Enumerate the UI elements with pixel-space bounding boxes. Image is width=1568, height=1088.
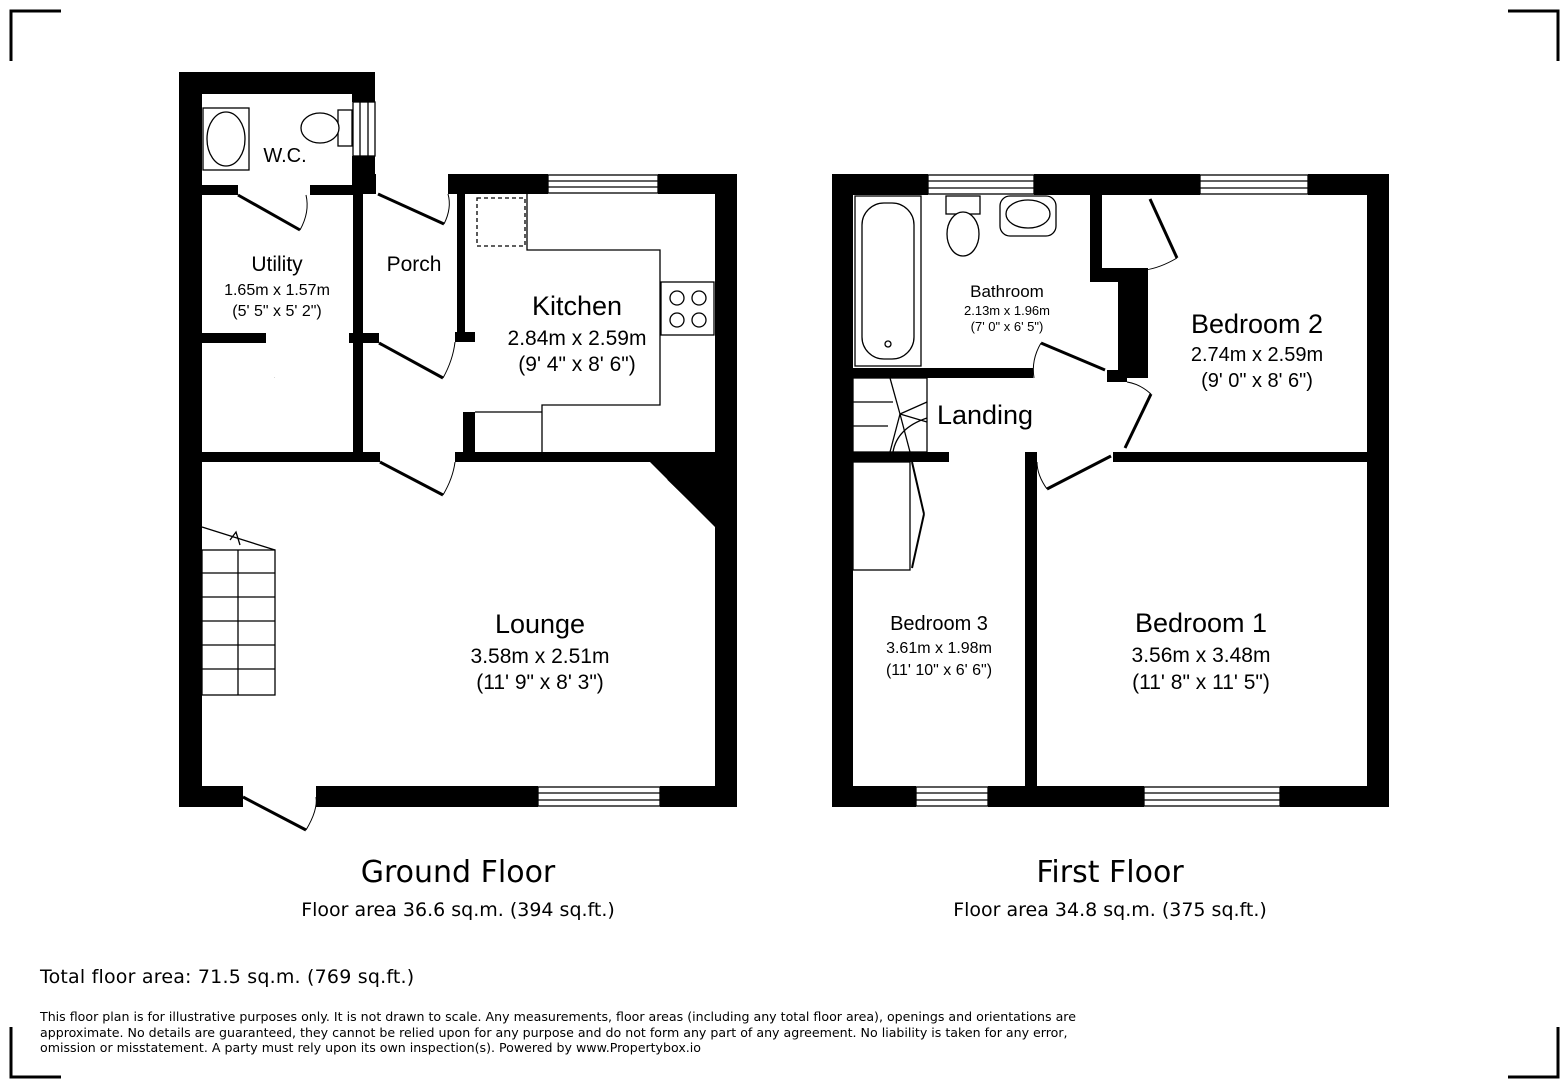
room-name-bedroom2: Bedroom 2 xyxy=(1190,309,1324,339)
room-metric-kitchen: 2.84m x 2.59m xyxy=(507,327,647,350)
room-name-bedroom3: Bedroom 3 xyxy=(890,613,988,635)
room-imperial-bedroom1: (11' 8" x 11' 5") xyxy=(1132,671,1270,694)
room-imperial-kitchen: (9' 4" x 8' 6") xyxy=(518,353,636,376)
room-imperial-lounge: (11' 9" x 8' 3") xyxy=(476,671,604,694)
room-imperial-bedroom3: (11' 10" x 6' 6") xyxy=(885,662,993,679)
room-name-bedroom1: Bedroom 1 xyxy=(1134,608,1268,638)
room-metric-lounge: 3.58m x 2.51m xyxy=(470,645,610,668)
room-name-bathroom: Bathroom xyxy=(970,282,1044,301)
room-imperial-utility: (5' 5" x 5' 2") xyxy=(232,303,322,320)
room-name-kitchen: Kitchen xyxy=(531,291,623,321)
first-floor-title: First Floor xyxy=(1036,855,1184,890)
total-floor-area: Total floor area: 71.5 sq.m. (769 sq.ft.) xyxy=(40,966,415,988)
room-metric-bedroom1: 3.56m x 3.48m xyxy=(1131,644,1271,667)
room-metric-bathroom: 2.13m x 1.96m xyxy=(964,303,1050,318)
room-metric-bedroom2: 2.74m x 2.59m xyxy=(1190,344,1324,366)
ground-floor-area: Floor area 36.6 sq.m. (394 sq.ft.) xyxy=(301,899,615,921)
first-floor-doors xyxy=(912,199,1177,568)
crop-marks xyxy=(11,11,1558,1077)
room-metric-bedroom3: 3.61m x 1.98m xyxy=(886,640,992,657)
ground-floor-plan xyxy=(179,72,737,921)
room-name-wc: W.C. xyxy=(263,145,307,167)
room-name-lounge: Lounge xyxy=(494,609,586,639)
room-metric-utility: 1.65m x 1.57m xyxy=(224,282,330,299)
room-imperial-bedroom2: (9' 0" x 8' 6") xyxy=(1201,370,1313,392)
ground-floor-title: Ground Floor xyxy=(360,855,556,890)
room-name-utility: Utility xyxy=(251,253,303,276)
room-name-porch: Porch xyxy=(386,253,442,276)
svg-text:.: . xyxy=(274,374,276,379)
first-floor-plan xyxy=(832,174,1389,921)
disclaimer-text: This floor plan is for illustrative purposes only. It is not drawn to scale. Any measurements, floor areas (including any total floor area), openings and orientations are approximate. No details are guaranteed, they cannot be relied upon for any purpose and do not form any part of any agreement. No liability is taken for any error, omission or misstatement. A party must rely upon its own inspection(s). Powered by www.Propertybox.io xyxy=(40,1009,1076,1055)
first-floor-labels xyxy=(886,282,1323,694)
room-name-landing: Landing xyxy=(936,400,1034,430)
ground-floor-labels xyxy=(224,145,646,694)
first-floor-area: Floor area 34.8 sq.m. (375 sq.ft.) xyxy=(953,899,1267,921)
room-imperial-bathroom: (7' 0" x 6' 5") xyxy=(970,319,1044,334)
